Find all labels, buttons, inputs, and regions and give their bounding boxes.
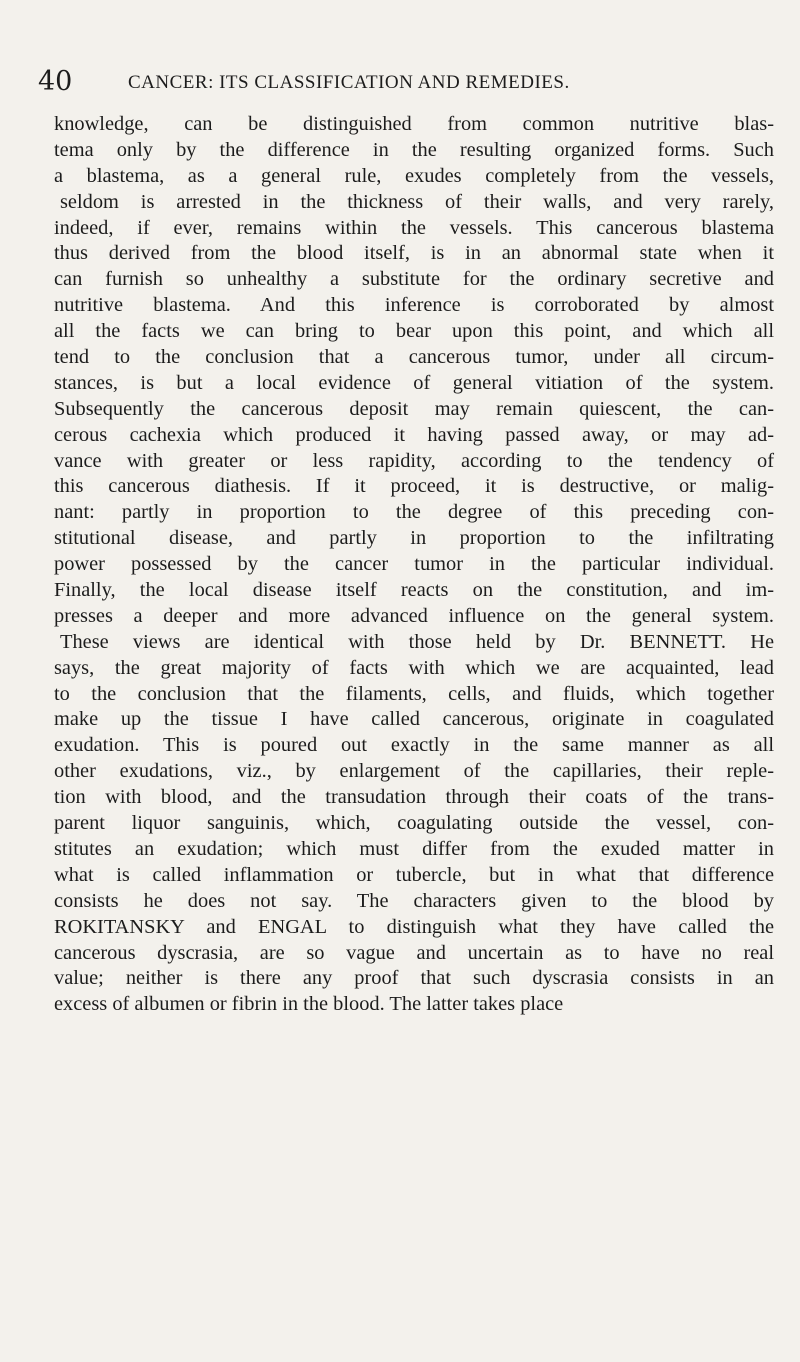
text-line: consists he does not say. The characters given to the blood by	[54, 889, 774, 912]
text-line: seldom is arrested in the thickness of their walls, and very rarely,	[60, 190, 774, 213]
text-line: Finally, the local disease itself reacts on the constitution, and im-	[54, 579, 774, 602]
text-line: indeed, if ever, remains within the vessels. This cancerous blastema	[54, 216, 774, 239]
text-line: knowledge, can be distinguished from common nutritive blas-	[54, 113, 774, 135]
text-line: exudation. This is poured out exactly in the same manner as all	[54, 734, 774, 757]
text-line: thus derived from the blood itself, is in an abnormal state when it	[54, 242, 774, 265]
text-line: can furnish so unhealthy a substitute for the ordinary secretive and	[54, 268, 774, 291]
text-line: this cancerous diathesis. If it proceed, it is destructive, or malig-	[54, 475, 774, 498]
text-line: vance with greater or less rapidity, according to the tendency of	[54, 449, 774, 472]
text-line: what is called inflammation or tubercle, but in what that difference	[54, 863, 774, 886]
text-line: tema only by the difference in the resulting organized forms. Such	[54, 138, 774, 161]
page-number: 40	[38, 66, 73, 97]
text-line: a blastema, as a general rule, exudes completely from the vessels,	[54, 164, 774, 187]
text-line: says, the great majority of facts with which we are acquainted, lead	[54, 656, 774, 679]
text-line: cerous cachexia which produced it having passed away, or may ad-	[54, 423, 774, 446]
text-line: nant: partly in proportion to the degree of this preceding con-	[54, 501, 774, 524]
text-line: stitutes an exudation; which must differ from the exuded matter in	[54, 837, 774, 860]
text-line: nutritive blastema. And this inference is corroborated by almost	[54, 294, 774, 317]
text-line: ROKITANSKY and ENGAL to distinguish what they have called the	[54, 915, 774, 938]
text-line: all the facts we can bring to bear upon this point, and which all	[54, 320, 774, 343]
text-line: value; neither is there any proof that such dyscrasia consists in an	[54, 967, 774, 990]
text-line: to the conclusion that the filaments, cells, and fluids, which together	[54, 682, 774, 705]
text-line: parent liquor sanguinis, which, coagulating outside the vessel, con-	[54, 812, 774, 835]
text-line: cancerous dyscrasia, are so vague and uncertain as to have no real	[54, 941, 774, 964]
text-line: power possessed by the cancer tumor in the particular individual.	[54, 553, 774, 576]
text-line: make up the tissue I have called cancerous, originate in coagulated	[54, 708, 774, 731]
text-line: tend to the conclusion that a cancerous tumor, under all circum-	[54, 346, 774, 369]
running-head: CANCER: ITS CLASSIFICATION AND REMEDIES.	[128, 72, 570, 93]
text-line: Subsequently the cancerous deposit may remain quiescent, the can-	[54, 397, 774, 420]
text-line: stitutional disease, and partly in proportion to the infiltrating	[54, 527, 774, 550]
text-line: excess of albumen or fibrin in the blood. The latter takes place	[54, 993, 564, 1016]
text-line: presses a deeper and more advanced influence on the general system.	[54, 604, 774, 627]
text-line: stances, is but a local evidence of general vitiation of the system.	[54, 371, 774, 394]
text-line: other exudations, viz., by enlargement of the capillaries, their reple-	[54, 760, 774, 783]
text-line: These views are identical with those held by Dr. BENNETT. He	[60, 630, 774, 653]
body-text	[54, 112, 774, 1018]
text-line: tion with blood, and the transudation through their coats of the trans-	[54, 786, 774, 809]
